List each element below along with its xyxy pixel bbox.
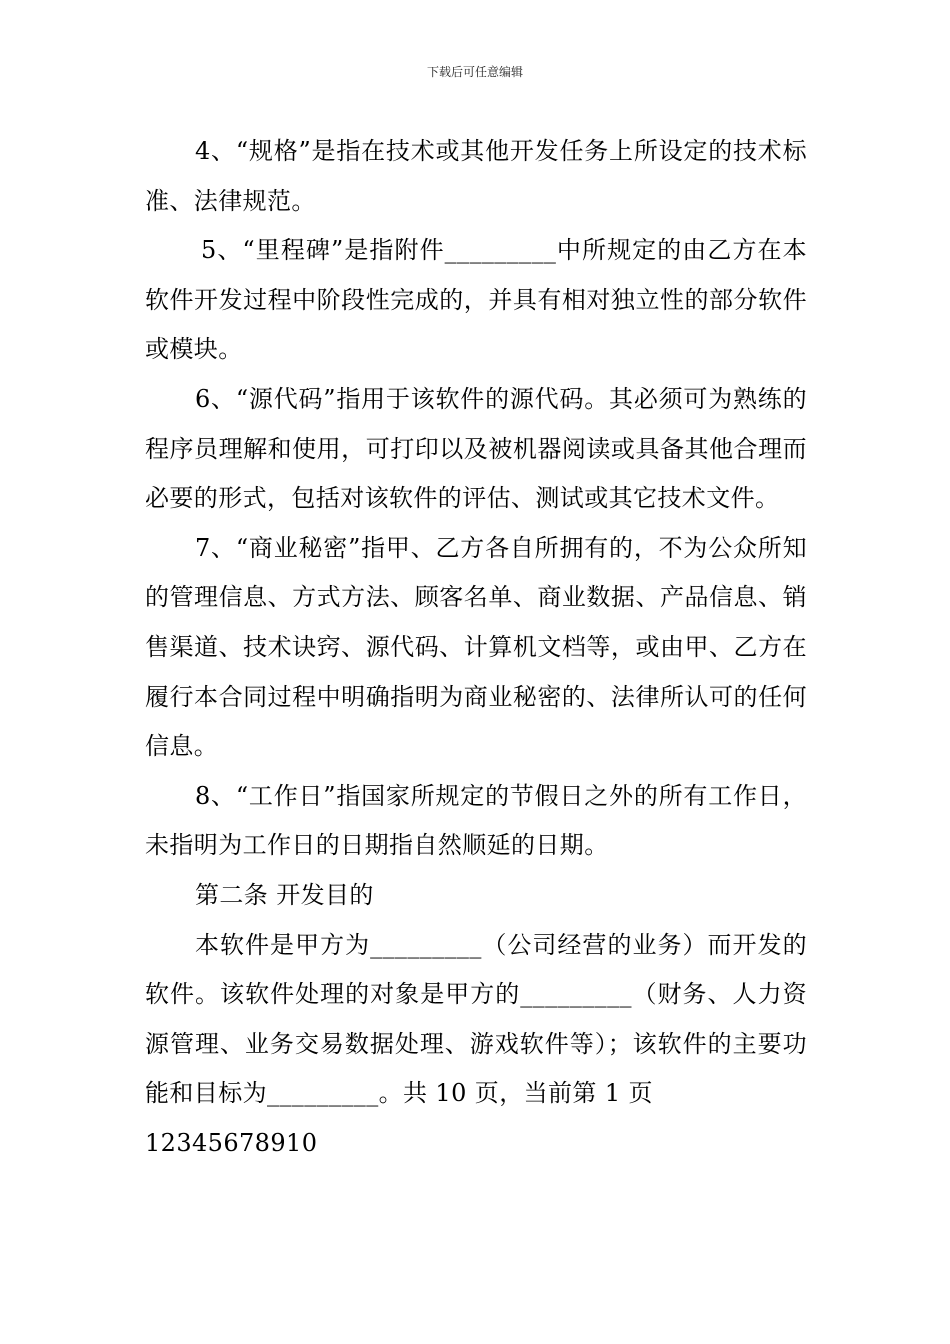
definition-specification: 4、“规格”是指在技术或其他开发任务上所设定的技术标准、法律规范。 (145, 137, 807, 215)
page-number-strip: 12345678910 (145, 1128, 318, 1157)
definition-source-code: 6、“源代码”指用于该软件的源代码。其必须可为熟练的程序员理解和使用，可打印以及被机器阅读或具备其他合理而必要的形式，包括对该软件的评估、测试或其它技术文件。 (145, 384, 807, 513)
definition-working-day: 8、“工作日”指国家所规定的节假日之外的所有工作日，未指明为工作日的日期指自然顺延的日期。 (145, 781, 807, 860)
page-header-note: 下载后可任意编辑 (426, 65, 523, 79)
purpose-paragraph: 本软件是甲方为_________（公司经营的业务）而开发的软件。该软件处理的对象是甲方的_________（财务、人力资源管理、业务交易数据处理、游戏软件等）；该软件的主要功能和目标为_________。共 10 页，当前第 1 页 (145, 930, 807, 1108)
definition-milestone: 5、“里程碑”是指附件_________中所规定的由乙方在本软件开发过程中阶段性完成的，并具有相对独立性的部分软件或模块。 (145, 236, 807, 364)
section-heading-purpose: 第二条 开发目的 (195, 880, 374, 909)
document-body (145, 127, 807, 1168)
definition-trade-secret: 7、“商业秘密”指甲、乙方各自所拥有的，不为公众所知的管理信息、方式方法、顾客名单、商业数据、产品信息、销售渠道、技术诀窍、源代码、计算机文档等，或由甲、乙方在履行本合同过程中明确指明为商业秘密的、法律所认可的任何信息。 (145, 533, 807, 761)
